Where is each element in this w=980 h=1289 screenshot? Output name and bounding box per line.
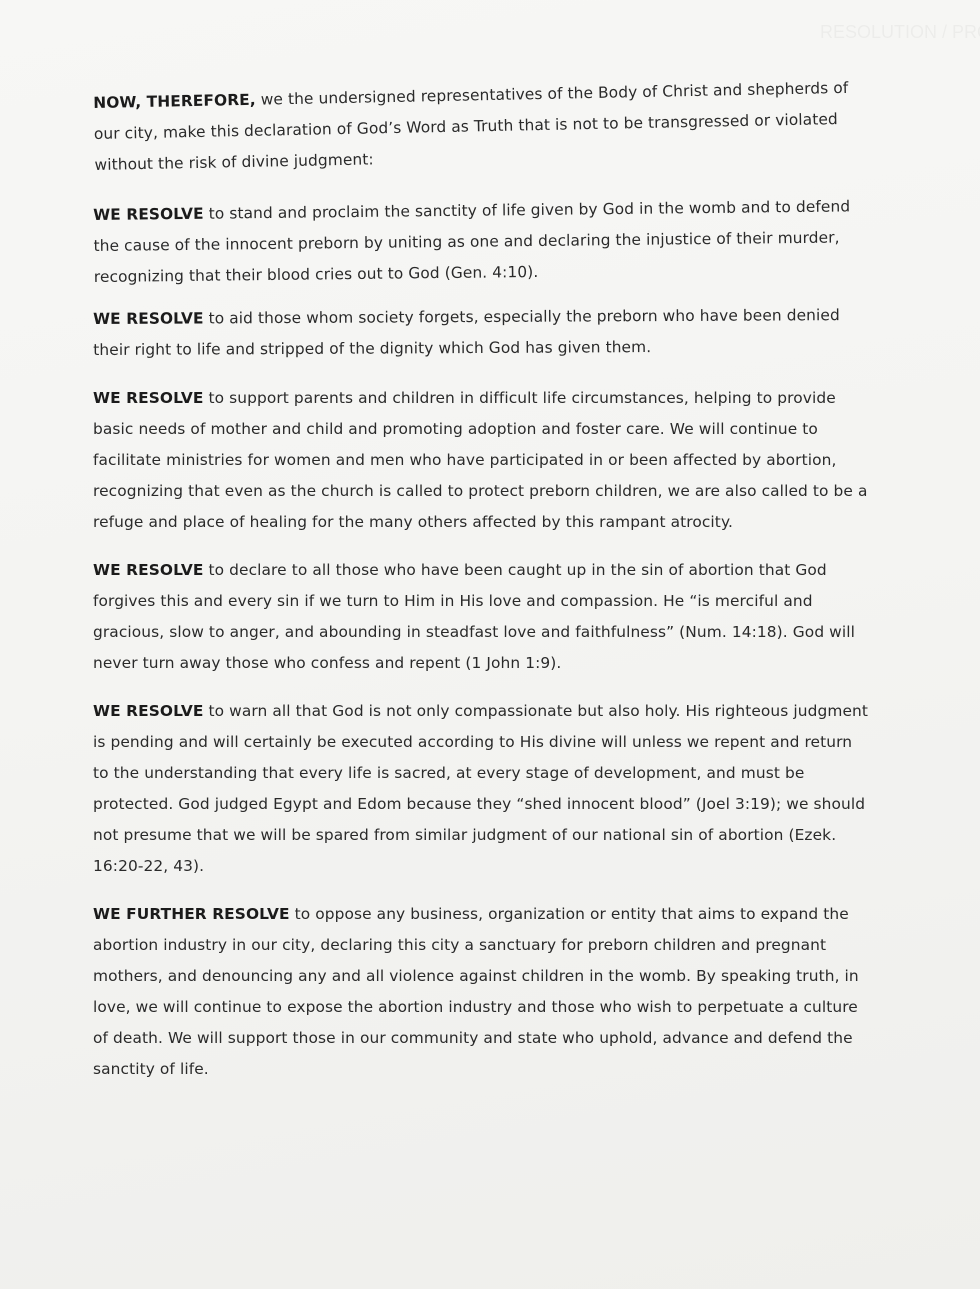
paragraph-further-resolve bbox=[93, 899, 871, 1085]
paragraph-lead: NOW, THEREFORE, bbox=[93, 90, 256, 112]
faint-bleedthrough-header bbox=[820, 22, 980, 62]
paragraph-resolve-support bbox=[93, 383, 871, 538]
paragraph-resolve-sanctity bbox=[93, 191, 872, 293]
paragraph-lead: WE RESOLVE bbox=[93, 309, 204, 328]
paragraph-lead: WE RESOLVE bbox=[93, 702, 204, 720]
paragraph-resolve-forgiveness bbox=[93, 555, 871, 679]
resolution-body bbox=[93, 78, 871, 1102]
paragraph-resolve-warning bbox=[93, 696, 871, 882]
paragraph-text: we the undersigned representatives of the Body of Christ and shepherds of our city, make this declaration of God’s Word as Truth that is not to be transgressed or violated without the risk of divine judgment: bbox=[93, 78, 849, 174]
paragraph-text: to aid those whom society forgets, especially the preborn who have been denied their right to life and stripped of the dignity which God has given them. bbox=[93, 306, 840, 359]
paragraph-text: to support parents and children in difficult life circumstances, helping to provide basic needs of mother and child and promoting adoption and foster care. We will continue to facilitate ministries for women and men who have participated in or been affected by abortion, recognizing that even as the church is called to protect preborn children, we are also called to be a refuge and place of healing for the many others affected by this rampant atrocity. bbox=[93, 389, 868, 531]
paragraph-resolve-aid bbox=[93, 300, 871, 366]
paragraph-text: to declare to all those who have been caught up in the sin of abortion that God forgives this and every sin if we turn to Him in His love and compassion. He “is merciful and gracious, slow to anger, and abounding in steadfast love and faithfulness” (Num. 14:18). God will never turn away those who confess and repent (1 John 1:9). bbox=[93, 561, 855, 672]
paragraph-lead: WE RESOLVE bbox=[93, 561, 204, 579]
paragraph-lead: WE RESOLVE bbox=[93, 204, 204, 224]
paragraph-lead: WE FURTHER RESOLVE bbox=[93, 905, 290, 923]
paragraph-text: to warn all that God is not only compassionate but also holy. His righteous judgment is pending and will certainly be executed according to His divine will unless we repent and return to the understanding that every life is sacred, at every stage of development, and must be protected. God judged Egypt and Edom because they “shed innocent blood” (Joel 3:19); we should not presume that we will be spared from similar judgment of our national sin of abortion (Ezek. 16:20-22, 43). bbox=[93, 702, 869, 875]
paragraph-lead: WE RESOLVE bbox=[93, 389, 204, 407]
paragraph-text: to oppose any business, organization or entity that aims to expand the abortion industry in our city, declaring this city a sanctuary for preborn children and pregnant mothers, and denouncing any and all violence against children in the womb. By speaking truth, in love, we will continue to expose the abortion industry and those who wish to perpetuate a culture of death. We will support those in our community and state who uphold, advance and defend the sanctity of life. bbox=[93, 905, 859, 1078]
paragraph-preamble bbox=[93, 72, 873, 181]
paragraph-text: to stand and proclaim the sanctity of life given by God in the womb and to defend the cause of the innocent preborn by uniting as one and declaring the injustice of their murder, recognizing that their blood cries out to God (Gen. 4:10). bbox=[93, 197, 851, 286]
